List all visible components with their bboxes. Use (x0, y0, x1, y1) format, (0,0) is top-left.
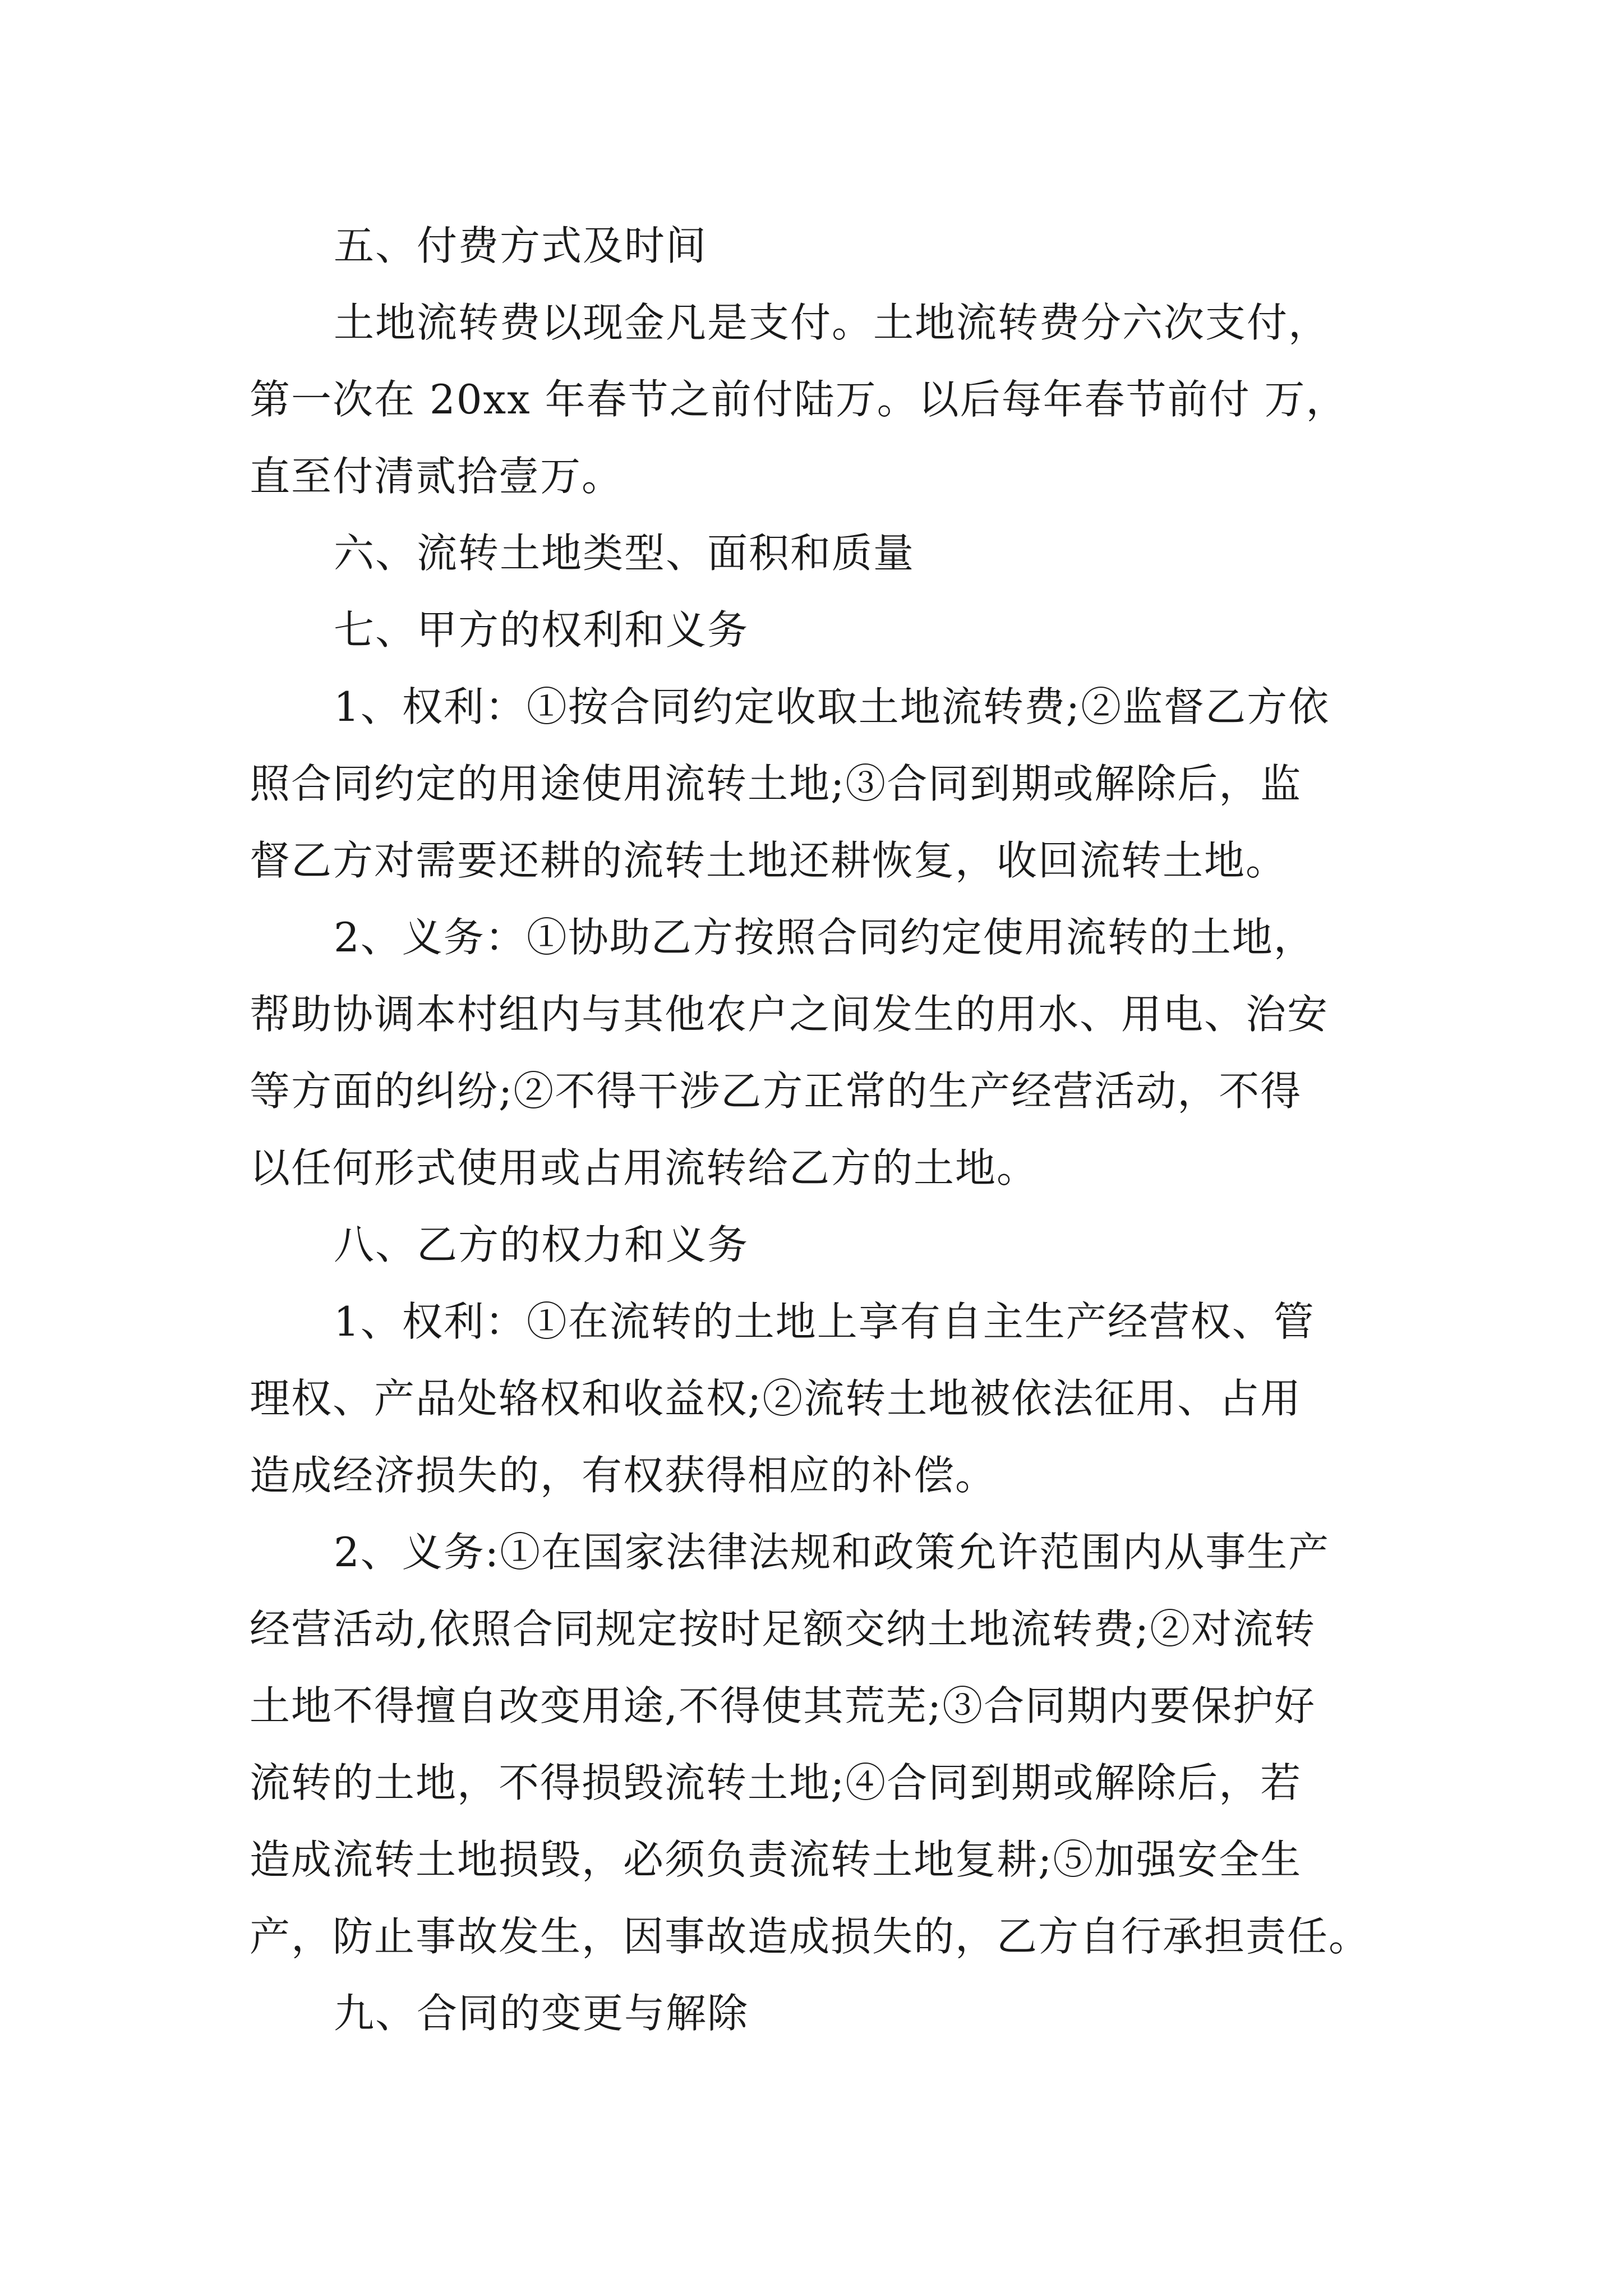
text-line: 土地流转费以现金凡是支付。土地流转费分六次支付， (334, 299, 1330, 346)
text-line: 九、合同的变更与解除 (334, 1990, 749, 2037)
text-line: 等方面的纠纷;②不得干涉乙方正常的生产经营活动，不得 (250, 1068, 1302, 1115)
text-line: 五、付费方式及时间 (334, 222, 708, 269)
text-line: 八、乙方的权力和义务 (334, 1221, 749, 1268)
document-body (250, 208, 1394, 2052)
text-line: 2、义务:①在国家法律法规和政策允许范围内从事生产 (334, 1529, 1330, 1576)
text-line: 第一次在 20xx 年春节之前付陆万。以后每年春节前付 万， (250, 376, 1348, 423)
text-line: 七、甲方的权利和义务 (334, 606, 749, 654)
paragraph-payment-terms (250, 284, 1394, 515)
text-line: 以任何形式使用或占用流转给乙方的土地。 (250, 1144, 1039, 1191)
text-line: 1、权利：①在流转的土地上享有自主生产经营权、管 (334, 1298, 1315, 1345)
text-line: 产，防止事故发生，因事故造成损失的，乙方自行承担责任。 (250, 1913, 1371, 1960)
paragraph-party-b-obligations (250, 1514, 1394, 1975)
text-line: 流转的土地，不得损毁流转土地;④合同到期或解除后，若 (250, 1759, 1302, 1806)
text-line: 督乙方对需要还耕的流转土地还耕恢复，收回流转土地。 (250, 837, 1288, 884)
paragraph-party-a-obligations (250, 899, 1394, 1207)
text-line: 经营活动,依照合同规定按时足额交纳土地流转费;②对流转 (250, 1605, 1316, 1653)
text-line: 造成流转土地损毁，必须负责流转土地复耕;⑤加强安全生 (250, 1836, 1302, 1883)
section-heading-contract-change (250, 1975, 1394, 2052)
text-line: 2、义务：①协助乙方按照合同约定使用流转的土地， (334, 914, 1315, 961)
text-line: 照合同约定的用途使用流转土地;③合同到期或解除后，监 (250, 760, 1302, 807)
text-line: 六、流转土地类型、面积和质量 (334, 530, 915, 577)
paragraph-party-b-rights (250, 1283, 1394, 1514)
section-heading-land-type (250, 515, 1394, 592)
section-heading-payment (250, 208, 1394, 284)
text-line: 造成经济损失的，有权获得相应的补偿。 (250, 1452, 997, 1499)
paragraph-party-a-rights (250, 669, 1394, 899)
section-heading-party-a (250, 592, 1394, 669)
text-line: 理权、产品处辂权和收益权;②流转土地被依法征用、占用 (250, 1375, 1302, 1422)
text-line: 土地不得擅自改变用途,不得使其荒芜;③合同期内要保护好 (250, 1682, 1316, 1729)
text-line: 1、权利：①按合同约定收取土地流转费;②监督乙方依 (334, 683, 1330, 730)
text-line: 帮助协调本村组内与其他农户之间发生的用水、用电、治安 (250, 991, 1329, 1038)
section-heading-party-b (250, 1207, 1394, 1283)
text-line: 直至付清贰拾壹万。 (250, 453, 624, 500)
